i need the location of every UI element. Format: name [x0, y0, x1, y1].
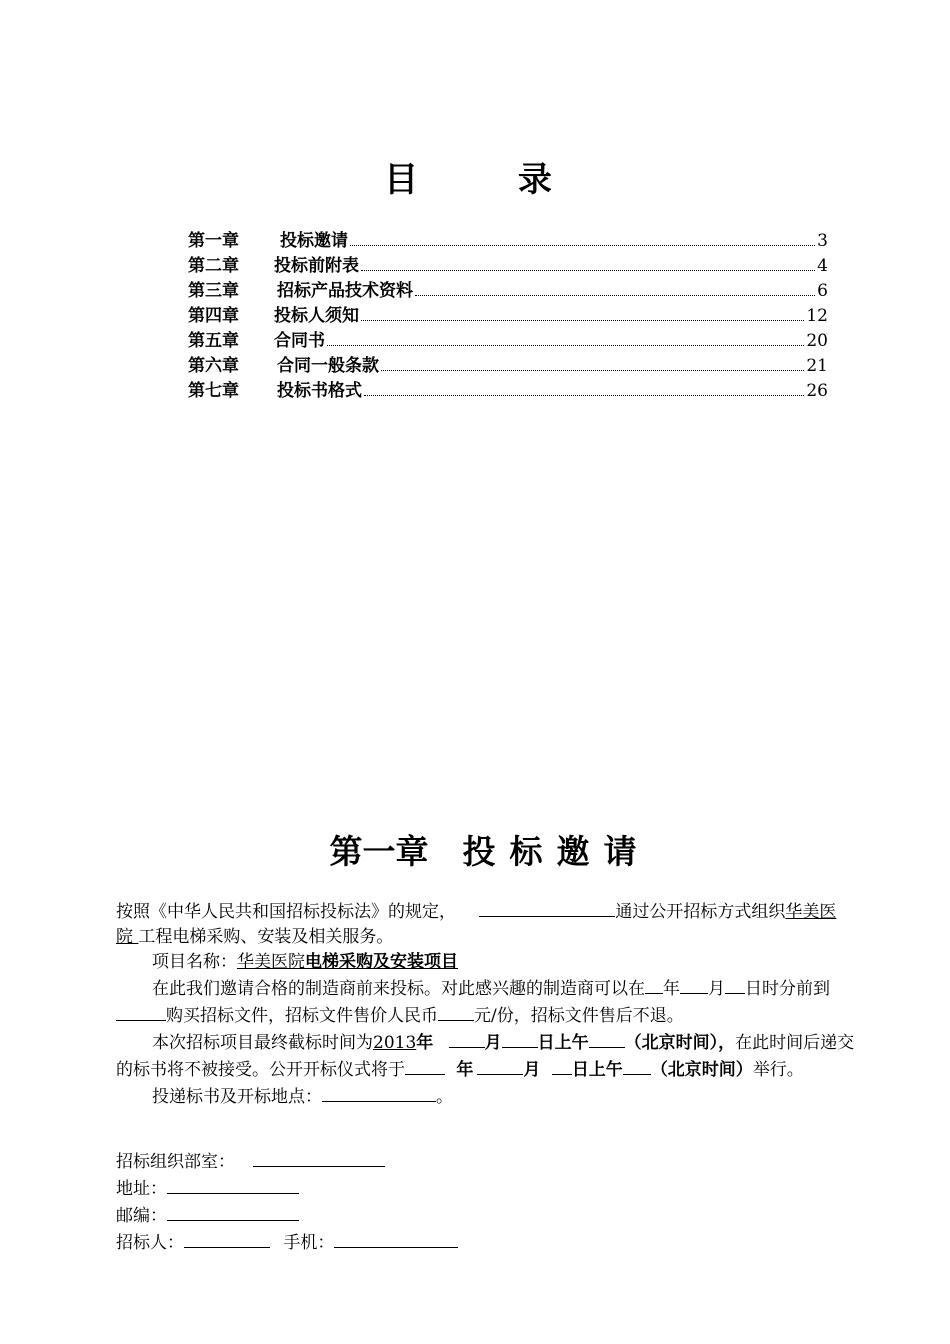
toc-name: 合同一般条款: [277, 356, 379, 376]
hospital-name: 华美医院: [116, 902, 837, 947]
toc-leader: [364, 395, 804, 396]
project-hospital: 华美医院: [237, 952, 305, 972]
toc-name: 投标书格式: [277, 381, 362, 401]
toc-page: 6: [817, 281, 828, 301]
toc-chapter: 第三章: [188, 281, 239, 301]
invite-text: 在此我们邀请合格的制造商前来投标。对此感兴趣的制造商可以在: [152, 979, 645, 999]
day-blank[interactable]: [552, 1056, 572, 1075]
morning-label: 日上午: [537, 1033, 589, 1053]
legal-basis-text: 按照《中华人民共和国招标投标法》的规定，: [116, 902, 456, 922]
toc-entry[interactable]: [188, 276, 828, 301]
paragraph-deadline: [116, 1029, 862, 1083]
location-label: 投递标书及开标地点：: [152, 1087, 322, 1107]
deadline-year: 2013: [373, 1033, 417, 1053]
chapter-number: 第一章: [329, 832, 429, 871]
paragraph-location: [116, 1083, 862, 1110]
year-label: 年: [416, 1033, 434, 1053]
toc-leader: [415, 295, 815, 296]
toc-chapter: 第六章: [188, 356, 239, 376]
toc-page: 12: [806, 306, 828, 326]
toc-entry[interactable]: [188, 251, 828, 276]
late-bid-text: 在此时间后递交的标书将不被接受。公开开标仪式将于: [116, 1033, 855, 1080]
person-blank[interactable]: [184, 1229, 270, 1248]
toc-chapter: 第二章: [188, 256, 239, 276]
day-time-label: 日时分前到: [745, 979, 830, 999]
chapter-heading: [0, 826, 950, 873]
month-blank[interactable]: [680, 975, 708, 994]
address-line: [116, 1175, 458, 1202]
price-text: 购买招标文件，招标文件售价人民币: [166, 1006, 438, 1026]
toc-page: 3: [817, 231, 828, 251]
paragraph-purchase: [116, 975, 862, 1029]
purchase-place-blank[interactable]: [116, 1002, 166, 1021]
location-blank[interactable]: [322, 1083, 436, 1102]
contact-info: [116, 1148, 458, 1256]
organizer-blank[interactable]: [479, 898, 615, 917]
month-label: 月: [484, 1033, 502, 1053]
deadline-text: 本次招标项目最终截标时间为: [152, 1033, 373, 1053]
toc-chapter: 第五章: [188, 331, 239, 351]
dept-line: [116, 1148, 458, 1175]
toc-entry[interactable]: [188, 376, 828, 401]
held-text: 举行。: [752, 1060, 804, 1080]
phone-label: 手机：: [283, 1233, 335, 1253]
dept-blank[interactable]: [253, 1148, 385, 1167]
toc-name: 招标产品技术资料: [277, 281, 413, 301]
year-label: 年: [456, 1060, 474, 1080]
day-blank[interactable]: [502, 1029, 538, 1048]
month-blank[interactable]: [477, 1056, 523, 1075]
month-label: 月: [708, 979, 725, 999]
toc-page: 21: [806, 356, 828, 376]
project-name: 电梯采购及安装项目: [305, 952, 458, 972]
person-label: 招标人：: [116, 1233, 184, 1253]
day-blank[interactable]: [725, 975, 745, 994]
toc-name: 投标邀请: [280, 231, 348, 251]
hour-blank[interactable]: [623, 1056, 651, 1075]
bidding-method-text: 通过公开招标方式组织: [615, 902, 786, 922]
year-blank[interactable]: [405, 1056, 445, 1075]
toc-name: 投标人须知: [274, 306, 359, 326]
toc-chapter: 第一章: [188, 231, 239, 251]
toc-page: 4: [817, 256, 828, 276]
toc-leader: [361, 270, 815, 271]
phone-blank[interactable]: [334, 1229, 458, 1248]
morning-label: 日上午: [571, 1060, 623, 1080]
toc-leader: [327, 345, 804, 346]
toc-entry[interactable]: [188, 351, 828, 376]
invitation-body: [116, 898, 862, 1110]
hour-blank[interactable]: [589, 1029, 625, 1048]
person-line: [116, 1229, 458, 1256]
month-blank[interactable]: [449, 1029, 485, 1048]
paragraph-legal-basis: [116, 898, 862, 950]
period: 。: [436, 1087, 453, 1107]
toc-name: 合同书: [274, 331, 325, 351]
paragraph-project-name: [116, 950, 862, 975]
toc-chapter: 第七章: [188, 381, 239, 401]
toc-title: 目 录: [384, 160, 596, 200]
toc-chapter: 第四章: [188, 306, 239, 326]
toc-leader: [350, 245, 815, 246]
table-of-contents: [188, 226, 828, 401]
chapter-name: 投标邀请: [462, 832, 651, 871]
price-unit-text: 元/份，招标文件售后不退。: [474, 1006, 684, 1026]
year-blank[interactable]: [645, 975, 663, 994]
zip-blank[interactable]: [167, 1202, 299, 1221]
zip-line: [116, 1202, 458, 1229]
toc-page: 20: [806, 331, 828, 351]
project-label: 项目名称：: [152, 952, 237, 972]
month-label: 月: [523, 1060, 541, 1080]
toc-leader: [361, 320, 804, 321]
toc-entry[interactable]: [188, 226, 828, 251]
toc-page: 26: [806, 381, 828, 401]
zip-label: 邮编：: [116, 1206, 167, 1226]
toc-leader: [381, 370, 804, 371]
dept-label: 招标组织部室：: [116, 1152, 235, 1172]
scope-text: 工程电梯采购、安装及相关服务。: [138, 927, 394, 947]
toc-entry[interactable]: [188, 326, 828, 351]
address-label: 地址：: [116, 1179, 167, 1199]
toc-name: 投标前附表: [274, 256, 359, 276]
price-blank[interactable]: [438, 1002, 474, 1021]
address-blank[interactable]: [167, 1175, 299, 1194]
beijing-time-label: （北京时间），: [624, 1033, 736, 1053]
toc-entry[interactable]: [188, 301, 828, 326]
beijing-time-label: （北京时间）: [650, 1060, 753, 1080]
year-label: 年: [663, 979, 680, 999]
